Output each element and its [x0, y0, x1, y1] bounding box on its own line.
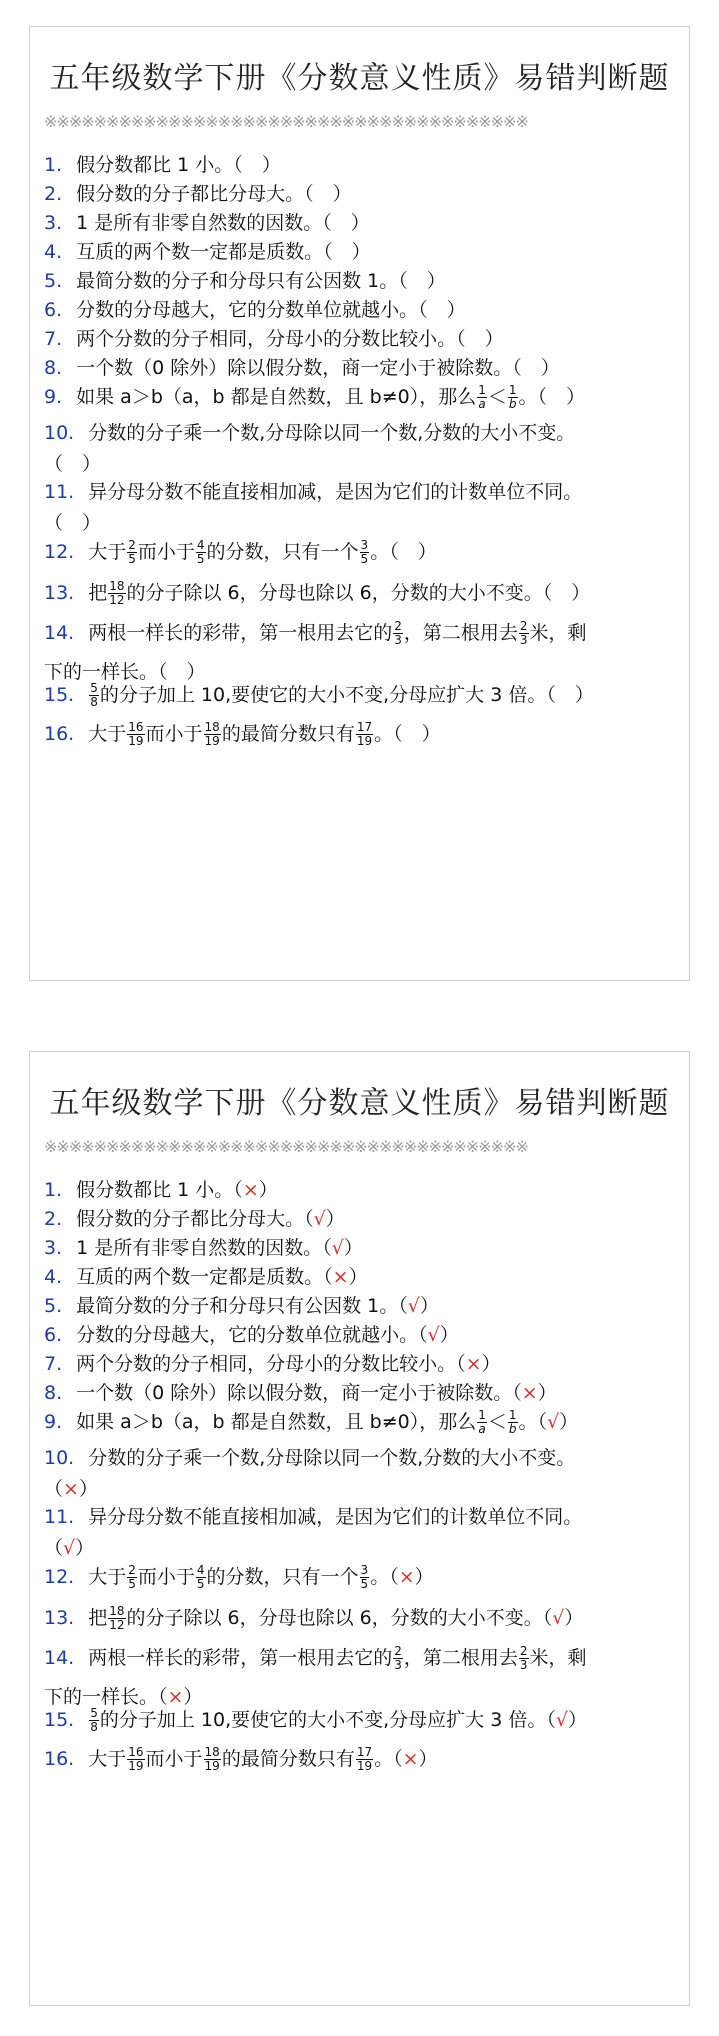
answer-blank	[63, 512, 82, 534]
answer-mark: √	[547, 1411, 560, 1433]
item-number: 11.	[44, 1506, 75, 1528]
item-text: （	[44, 1478, 64, 1500]
item-number: 1.	[44, 1179, 63, 1201]
fraction-denominator: a	[478, 397, 486, 411]
fraction-numerator: 2	[394, 1644, 402, 1658]
fraction-numerator: 16	[128, 720, 144, 734]
answer-mark: √	[552, 1607, 565, 1629]
fraction-numerator: 5	[90, 1706, 98, 1720]
fraction-numerator: 3	[360, 538, 369, 552]
fraction-denominator: 19	[356, 1759, 373, 1773]
fraction-denominator: 8	[90, 1720, 98, 1734]
fraction	[477, 1409, 487, 1436]
fraction-numerator: 18	[109, 1604, 125, 1618]
item-number: 13.	[44, 582, 75, 604]
fraction-denominator: 19	[128, 734, 144, 748]
item-text: 假分数都比 1 小。（	[76, 154, 243, 176]
item-text: ）	[75, 1537, 95, 1559]
fraction	[519, 1645, 529, 1672]
answer-item	[44, 1739, 678, 1779]
answer-item	[44, 1700, 678, 1740]
item-text: ）	[343, 1237, 363, 1259]
item-text: ）	[446, 299, 466, 321]
fraction	[127, 1746, 144, 1773]
fraction-numerator: 1	[478, 383, 486, 397]
fraction-denominator: 5	[196, 1577, 205, 1591]
item-text: 两根一样长的彩带，第一根用去它的	[88, 1647, 393, 1669]
item-number: 3.	[44, 212, 63, 234]
item-text: 的最简分数只有	[221, 723, 355, 745]
item-text: ）	[540, 357, 560, 379]
item-text: ）	[564, 1607, 584, 1629]
item-text: ＜	[487, 386, 507, 408]
fraction-numerator: 17	[356, 1745, 373, 1759]
item-text: 。（	[370, 541, 399, 563]
item-text: ）	[351, 241, 371, 263]
fraction-denominator: 3	[394, 633, 402, 647]
item-text: ）	[574, 684, 594, 706]
answer-item	[44, 1598, 678, 1638]
item-text: 。（	[518, 386, 548, 408]
fraction	[127, 1564, 137, 1591]
answer-mark: √	[427, 1324, 440, 1346]
item-text: ）	[559, 1411, 579, 1433]
item-text: 大于	[88, 723, 127, 745]
answer-item	[44, 1638, 678, 1678]
item-number: 8.	[44, 357, 63, 379]
answer-mark: ×	[167, 1686, 184, 1708]
item-number: 15.	[44, 1709, 75, 1731]
item-text: 如果 a＞b（a，b 都是自然数，且 b≠0），那么	[76, 1411, 477, 1433]
fraction	[519, 620, 529, 647]
item-number: 7.	[44, 328, 63, 350]
fraction-denominator: 3	[519, 633, 528, 647]
item-text: ）	[332, 183, 352, 205]
item-number: 12.	[44, 541, 75, 563]
item-number: 2.	[44, 183, 63, 205]
item-number: 10.	[44, 422, 75, 444]
answer-blank	[408, 270, 427, 292]
answer-mark: ×	[402, 1748, 419, 1770]
answer-mark: √	[407, 1295, 420, 1317]
fraction-numerator: 2	[519, 619, 528, 633]
fraction	[127, 539, 137, 566]
item-number: 5.	[44, 1295, 63, 1317]
answer-item	[44, 1402, 678, 1442]
fraction-denominator: b	[508, 397, 517, 411]
fraction	[196, 1564, 206, 1591]
item-text: ，第二根用去	[403, 1647, 518, 1669]
item-number: 15.	[44, 684, 75, 706]
fraction-numerator: 18	[109, 579, 125, 593]
answer-mark: ×	[465, 1353, 482, 1375]
answer-mark: ×	[521, 1382, 538, 1404]
answer-mark: ×	[242, 1179, 259, 1201]
item-text: 而小于	[137, 1566, 195, 1588]
fraction-numerator: 2	[394, 619, 402, 633]
answer-blank	[243, 154, 262, 176]
answer-blank	[314, 183, 333, 205]
item-text: ，第二根用去	[403, 622, 518, 644]
item-text: 大于	[88, 1566, 127, 1588]
item-number: 9.	[44, 1411, 63, 1433]
item-text: ）	[350, 212, 370, 234]
answer-mark: √	[555, 1709, 568, 1731]
answer-blank	[522, 357, 541, 379]
item-text: 把	[88, 1607, 108, 1629]
fraction-denominator: 5	[360, 552, 369, 566]
answer-blank	[399, 541, 418, 563]
fraction-denominator: 3	[394, 1658, 402, 1672]
question-item	[44, 714, 678, 754]
item-text: 米，剩	[529, 622, 587, 644]
fraction	[89, 682, 99, 709]
answer-blank	[552, 582, 571, 604]
fraction	[204, 721, 221, 748]
fraction-denominator: 5	[128, 552, 136, 566]
item-text: 一个数（0 除外）除以假分数，商一定小于被除数。（	[76, 357, 522, 379]
item-number: 13.	[44, 1607, 75, 1629]
fraction	[356, 1746, 373, 1773]
item-text: （	[44, 1537, 64, 1559]
item-text: ）	[567, 1709, 587, 1731]
item-text: ＜	[487, 1411, 507, 1433]
item-text: ）	[261, 154, 281, 176]
item-text: 最简分数的分子和分母只有公因数 1。（	[76, 270, 408, 292]
item-number: 9.	[44, 386, 63, 408]
item-number: 10.	[44, 1447, 75, 1469]
item-text: ）	[426, 270, 446, 292]
item-text: ）	[78, 1478, 98, 1500]
item-text: 的分子除以 6，分母也除以 6，分数的大小不变。（	[126, 1607, 553, 1629]
fraction-numerator: 18	[204, 1745, 220, 1759]
item-text: 而小于	[145, 723, 203, 745]
decorative-divider: ※※※※※※※※※※※※※※※※※※※※※※※※※※※※※※※※※※※※※※※	[44, 1138, 528, 1156]
item-number: 16.	[44, 723, 75, 745]
fraction-numerator: 2	[128, 1563, 136, 1577]
fraction-denominator: 5	[196, 552, 205, 566]
question-item	[44, 532, 678, 572]
item-text: （	[44, 512, 64, 534]
fraction	[393, 1645, 403, 1672]
answer-mark: √	[63, 1537, 76, 1559]
answer-blank	[547, 386, 566, 408]
answer-blank	[403, 723, 422, 745]
item-text: 的分子加上 10,要使它的大小不变,分母应扩大 3 倍。（	[99, 684, 556, 706]
fraction-denominator: 12	[109, 593, 125, 607]
item-text: 。（	[374, 723, 403, 745]
fraction-numerator: 16	[128, 1745, 144, 1759]
item-number: 14.	[44, 1647, 75, 1669]
fraction	[196, 539, 206, 566]
item-text: 如果 a＞b（a，b 都是自然数，且 b≠0），那么	[76, 386, 477, 408]
item-text: ）	[348, 1266, 368, 1288]
item-number: 12.	[44, 1566, 75, 1588]
fraction	[393, 620, 403, 647]
item-text: ）	[419, 1295, 439, 1317]
item-text: ）	[571, 582, 591, 604]
item-text: ）	[537, 1382, 557, 1404]
item-text: ）	[258, 1179, 278, 1201]
item-number: 2.	[44, 1208, 63, 1230]
item-number: 1.	[44, 154, 63, 176]
fraction	[89, 1707, 99, 1734]
fraction-denominator: 19	[204, 734, 220, 748]
item-number: 6.	[44, 299, 63, 321]
item-text: 互质的两个数一定都是质数。（	[76, 241, 333, 263]
answer-blank	[428, 299, 447, 321]
item-text: 最简分数的分子和分母只有公因数 1。（	[76, 1295, 408, 1317]
fraction	[108, 1605, 125, 1632]
item-text: （	[44, 453, 64, 475]
item-number: 3.	[44, 1237, 63, 1259]
item-text: 分数的分子乘一个数,分母除以同一个数,分数的大小不变。	[88, 1447, 576, 1469]
item-text: ）	[183, 1686, 203, 1708]
item-text: ）	[414, 1566, 434, 1588]
item-text: 大于	[88, 541, 127, 563]
item-text: 把	[88, 582, 108, 604]
item-text: ）	[418, 1748, 438, 1770]
fraction-numerator: 2	[128, 538, 136, 552]
answer-blank	[556, 684, 575, 706]
answer-blank	[466, 328, 485, 350]
fraction-denominator: a	[478, 1422, 486, 1436]
item-text: ）	[186, 661, 206, 683]
item-text: 1 是所有非零自然数的因数。（	[76, 1237, 332, 1259]
item-text: 异分母分数不能直接相加减，是因为它们的计数单位不同。	[88, 481, 583, 503]
question-item	[44, 573, 678, 613]
item-text: 米，剩	[529, 1647, 587, 1669]
fraction-numerator: 5	[90, 681, 98, 695]
fraction-numerator: 4	[196, 538, 205, 552]
decorative-divider: ※※※※※※※※※※※※※※※※※※※※※※※※※※※※※※※※※※※※※※※	[44, 113, 528, 131]
item-text: 分数的分母越大，它的分数单位就越小。（	[76, 299, 428, 321]
answer-mark: ×	[398, 1566, 415, 1588]
item-text: ）	[325, 1208, 345, 1230]
fraction	[477, 384, 487, 411]
fraction-numerator: 1	[508, 383, 517, 397]
item-number: 5.	[44, 270, 63, 292]
fraction	[508, 1409, 518, 1436]
item-text: 1 是所有非零自然数的因数。（	[76, 212, 332, 234]
item-text: 一个数（0 除外）除以假分数，商一定小于被除数。（	[76, 1382, 522, 1404]
item-number: 8.	[44, 1382, 63, 1404]
item-text: ）	[439, 1324, 459, 1346]
answer-mark: ×	[332, 1266, 349, 1288]
fraction	[204, 1746, 221, 1773]
answer-sheet	[29, 1051, 690, 2006]
item-text: 而小于	[145, 1748, 203, 1770]
item-text: 两个分数的分子相同，分母小的分数比较小。（	[76, 328, 466, 350]
fraction-denominator: 12	[109, 1618, 125, 1632]
fraction-numerator: 17	[356, 720, 373, 734]
answer-blank	[333, 241, 352, 263]
answer-item	[44, 1557, 678, 1597]
item-text: 下的一样长。（	[44, 1686, 168, 1708]
question-item	[44, 377, 678, 417]
answer-blank	[332, 212, 351, 234]
fraction	[360, 539, 370, 566]
answer-mark: √	[313, 1208, 326, 1230]
item-text: 的分子加上 10,要使它的大小不变,分母应扩大 3 倍。（	[99, 1709, 556, 1731]
item-text: ）	[82, 453, 102, 475]
item-text: 互质的两个数一定都是质数。（	[76, 1266, 333, 1288]
item-text: 异分母分数不能直接相加减，是因为它们的计数单位不同。	[88, 1506, 583, 1528]
fraction-denominator: 8	[90, 695, 98, 709]
fraction	[108, 580, 125, 607]
fraction-denominator: 19	[128, 1759, 144, 1773]
question-item	[44, 613, 678, 653]
item-text: 下的一样长。（	[44, 661, 168, 683]
fraction	[360, 1564, 370, 1591]
item-text: 假分数的分子都比分母大。（	[76, 1208, 314, 1230]
fraction-denominator: 3	[519, 1658, 528, 1672]
fraction-numerator: 4	[196, 1563, 205, 1577]
item-text: ）	[421, 723, 441, 745]
item-text: ）	[484, 328, 504, 350]
fraction	[356, 721, 373, 748]
item-text: 大于	[88, 1748, 127, 1770]
item-text: 分数的分子乘一个数,分母除以同一个数,分数的大小不变。	[88, 422, 576, 444]
fraction-denominator: b	[508, 1422, 517, 1436]
sheet-title: 五年级数学下册《分数意义性质》易错判断题	[49, 1086, 670, 1121]
question-sheet	[29, 26, 690, 981]
item-text: 两个分数的分子相同，分母小的分数比较小。（	[76, 1353, 466, 1375]
item-text: 假分数都比 1 小。（	[76, 1179, 243, 1201]
fraction-numerator: 3	[360, 1563, 369, 1577]
item-text: 两根一样长的彩带，第一根用去它的	[88, 622, 393, 644]
item-text: 。（	[370, 1566, 399, 1588]
item-number: 4.	[44, 1266, 63, 1288]
fraction-denominator: 5	[128, 1577, 136, 1591]
item-text: ）	[566, 386, 586, 408]
question-item	[44, 675, 678, 715]
sheet-title: 五年级数学下册《分数意义性质》易错判断题	[49, 61, 670, 96]
fraction	[127, 721, 144, 748]
item-text: ）	[82, 512, 102, 534]
answer-mark: √	[331, 1237, 344, 1259]
answer-mark: ×	[63, 1478, 79, 1500]
item-text: 的最简分数只有	[221, 1748, 355, 1770]
fraction-numerator: 2	[519, 1644, 528, 1658]
item-number: 7.	[44, 1353, 63, 1375]
item-number: 6.	[44, 1324, 63, 1346]
fraction	[508, 384, 518, 411]
item-text: 假分数的分子都比分母大。（	[76, 183, 314, 205]
item-text: 分数的分母越大，它的分数单位就越小。（	[76, 1324, 428, 1346]
item-text: ）	[481, 1353, 501, 1375]
fraction-numerator: 18	[204, 720, 220, 734]
fraction-numerator: 1	[478, 1408, 486, 1422]
item-number: 11.	[44, 481, 75, 503]
fraction-numerator: 1	[508, 1408, 517, 1422]
fraction-denominator: 5	[360, 1577, 369, 1591]
item-text: 的分子除以 6，分母也除以 6，分数的大小不变。（	[126, 582, 553, 604]
item-number: 16.	[44, 1748, 75, 1770]
item-text: 而小于	[137, 541, 195, 563]
item-number: 14.	[44, 622, 75, 644]
item-number: 4.	[44, 241, 63, 263]
item-text: ）	[417, 541, 437, 563]
item-text: 的分数，只有一个	[206, 1566, 359, 1588]
item-text: 的分数，只有一个	[206, 541, 359, 563]
item-text: 。（	[374, 1748, 403, 1770]
fraction-denominator: 19	[204, 1759, 220, 1773]
fraction-denominator: 19	[356, 734, 373, 748]
item-text: 。（	[518, 1411, 548, 1433]
